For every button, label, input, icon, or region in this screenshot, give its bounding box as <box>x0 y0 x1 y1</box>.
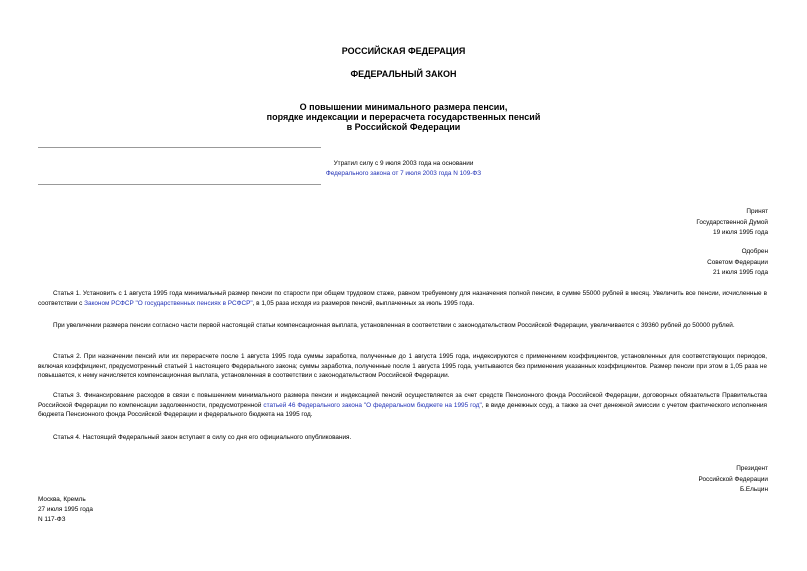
signature-country: Российской Федерации <box>698 475 768 483</box>
signature-title: Президент <box>736 465 768 472</box>
article-1-text-end: , в 1,05 раза исходя из размеров пенсий, выплаченных за июль 1995 года. <box>252 299 475 307</box>
repeal-note: Утратил силу с 9 июля 2003 года на основании <box>333 160 474 167</box>
pension-law-link[interactable]: Законом РСФСР "О государственных пенсиях в РСФСР" <box>84 299 253 307</box>
divider-bottom <box>38 184 321 185</box>
article-3-text: Статья 3. Финансирование расходов в связи с повышением минимального размера пенсии и индексацией пенсий осуществляется за счет средств Пенсионного фонда Российской Федерации, договорных обязательств Правительства Российской Федерации по компенсации задолженности, предусмотренной <box>38 392 767 409</box>
article-1-part-2: При увеличении размера пенсии согласно части первой настоящей статьи компенсационная выплата, установленная в соответствии с законодательством Российской Федерации, увеличивается с 39360 рублей до 50000 рублей. <box>53 322 735 329</box>
adopted-duma-block <box>696 207 768 239</box>
article-2: Статья 2. При назначении пенсий или их перерасчете после 1 августа 1995 года суммы заработка, полученные до 1 августа 1995 года, индексируются с применением коэффициентов, установленных для соответствующих периодов, включая коэффициент, предусмотренный статьей 1 настоящего Федерального закона; суммы заработка, полученные после 1 августа 1995 года, учитываются без применения указанных коэффициентов. Размер пенсии при этом в 1,05 раза не повышается, к нему начисляется компенсационная выплата, установленная в соответствии с законодательством Российской Федерации. <box>38 353 767 380</box>
law-title-line-3: в Российской Федерации <box>346 122 461 132</box>
signing-place: Москва, Кремль <box>38 496 86 503</box>
adopted-body: Государственной Думой <box>696 218 768 226</box>
article-1 <box>38 289 767 308</box>
article-1-text: Статья 1. Установить с 1 августа 1995 года минимальный размер пенсии по старости при общем трудовом стаже, равном требуемому для назначения полной пенсии, в сумме 55000 рублей в месяц. Увеличить все пенсии, исчисленные в соответствии с <box>38 290 767 307</box>
article-3 <box>38 391 767 420</box>
approved-label: Одобрен <box>741 248 768 255</box>
signature-name: Б.Ельцин <box>739 486 768 493</box>
country-heading: РОССИЙСКАЯ ФЕДЕРАЦИЯ <box>341 46 466 56</box>
article-3-text-end: , в виде денежных ссуд, а также за счет денежной эмиссии с учетом фактического исполнения бюджета Пенсионного фонда Российской Федерации и федерального бюджета на 1995 год. <box>38 401 767 419</box>
article-4: Статья 4. Настоящий Федеральный закон вступает в силу со дня его официального опубликования. <box>53 434 352 441</box>
place-date-block <box>38 495 93 525</box>
doc-type-heading: ФЕДЕРАЛЬНЫЙ ЗАКОН <box>350 69 457 79</box>
approved-date: 21 июля 1995 года <box>713 269 768 276</box>
approved-council-block <box>707 247 768 279</box>
budget-law-link[interactable]: статьей 46 Федерального закона "О федеральном бюджете на 1995 год" <box>263 401 482 409</box>
approved-body: Советом Федерации <box>707 258 768 266</box>
law-title-line-1: О повышении минимального размера пенсии, <box>299 102 508 112</box>
adopted-date: 19 июля 1995 года <box>713 229 768 236</box>
signing-date: 27 июля 1995 года <box>38 506 93 513</box>
repeal-law-link[interactable]: Федерального закона от 7 июля 2003 года N 109-ФЗ <box>325 170 482 177</box>
law-title-line-2: порядке индексации и перерасчета государственных пенсий <box>266 112 541 122</box>
adopted-label: Принят <box>746 208 768 215</box>
signature-block <box>699 464 769 496</box>
divider-top <box>38 147 321 148</box>
law-number: N 117-ФЗ <box>38 516 66 523</box>
